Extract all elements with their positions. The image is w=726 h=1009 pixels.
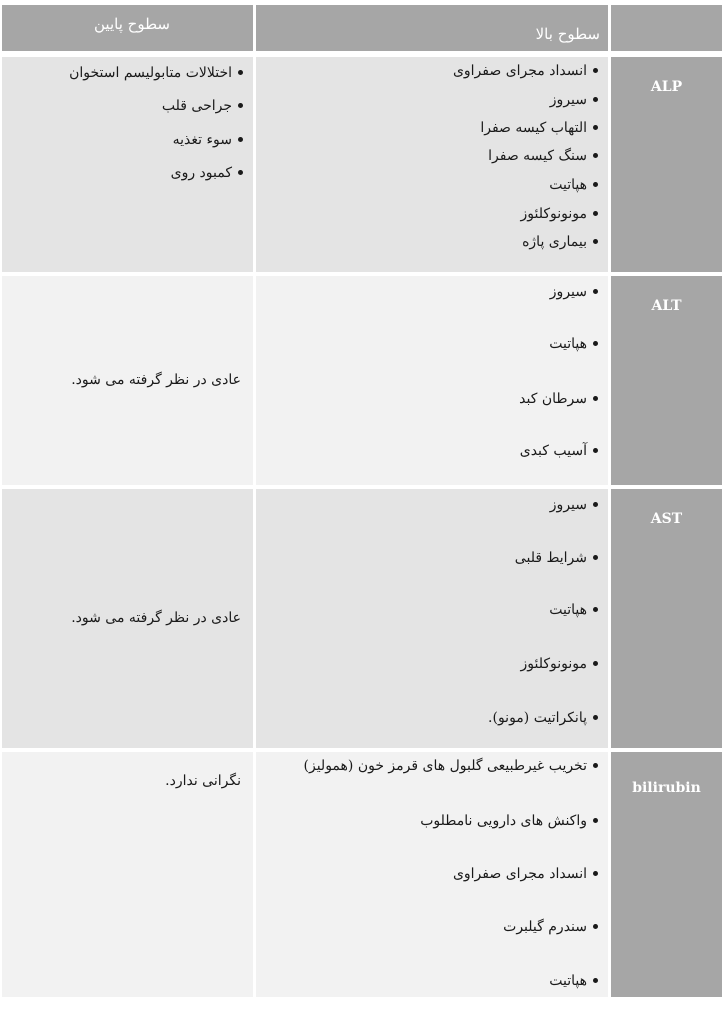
list-item: سرطان کبد — [519, 391, 598, 407]
list-item: هپاتیت — [549, 973, 598, 989]
row-name-alt: ALT — [651, 298, 682, 314]
low-cell-alp — [2, 57, 253, 272]
row-name-cell-alt — [611, 276, 722, 485]
low-cell-bilirubin — [2, 752, 253, 997]
list-item: انسداد مجرای صفراوی — [453, 63, 598, 79]
list-item: واکنش های دارویی نامطلوب — [420, 813, 598, 829]
header-low-cell — [2, 5, 253, 51]
list-item: پانکراتیت (مونو). — [488, 710, 598, 726]
header-name-cell — [611, 5, 722, 51]
list-item: سنگ کیسه صفرا — [488, 148, 598, 164]
row-name-bilirubin: bilirubin — [632, 780, 701, 796]
row-name-cell-alp — [611, 57, 722, 272]
high-cell-ast — [256, 489, 608, 748]
row-name-ast: AST — [650, 511, 683, 527]
list-item: آسیب کبدی — [520, 443, 598, 459]
list-item: تخریب غیرطبیعی گلبول های قرمز خون (همولیز) — [304, 758, 598, 774]
list-item: اختلالات متابولیسم استخوان — [69, 65, 243, 81]
row-name-cell-bilirubin — [611, 752, 722, 997]
list-item: بیماری پاژه — [522, 234, 598, 250]
list-item: هپاتیت — [549, 602, 598, 618]
low-cell-ast — [2, 489, 253, 748]
header-high-cell — [256, 5, 608, 51]
high-cell-alp — [256, 57, 608, 272]
list-item: مونونوکلئوز — [520, 206, 598, 222]
low-cell-alt — [2, 276, 253, 485]
list-item: انسداد مجرای صفراوی — [453, 866, 598, 882]
list-item: سندرم گیلبرت — [503, 919, 598, 935]
list-item: شرایط قلبی — [515, 550, 598, 566]
header-high-label: سطوح بالا — [535, 25, 600, 43]
high-cell-bilirubin — [256, 752, 608, 997]
list-item: سیروز — [550, 284, 598, 300]
list-item: هپاتیت — [549, 336, 598, 352]
list-item: هپاتیت — [549, 177, 598, 193]
high-cell-alt — [256, 276, 608, 485]
low-text-ast: عادی در نظر گرفته می شود. — [71, 610, 241, 626]
header-low-label: سطوح پایین — [94, 15, 170, 33]
list-item: التهاب کیسه صفرا — [480, 120, 598, 136]
list-item: سوء تغذیه — [173, 132, 243, 148]
low-text-alt: عادی در نظر گرفته می شود. — [71, 372, 241, 388]
list-item: سیروز — [550, 497, 598, 513]
row-name-alp: ALP — [650, 79, 683, 95]
list-item: جراحی قلب — [162, 98, 243, 114]
list-item: مونونوکلئوز — [520, 656, 598, 672]
row-name-cell-ast — [611, 489, 722, 748]
list-item: کمبود روی — [171, 165, 243, 181]
low-text-bilirubin: نگرانی ندارد. — [165, 773, 241, 789]
list-item: سیروز — [550, 92, 598, 108]
